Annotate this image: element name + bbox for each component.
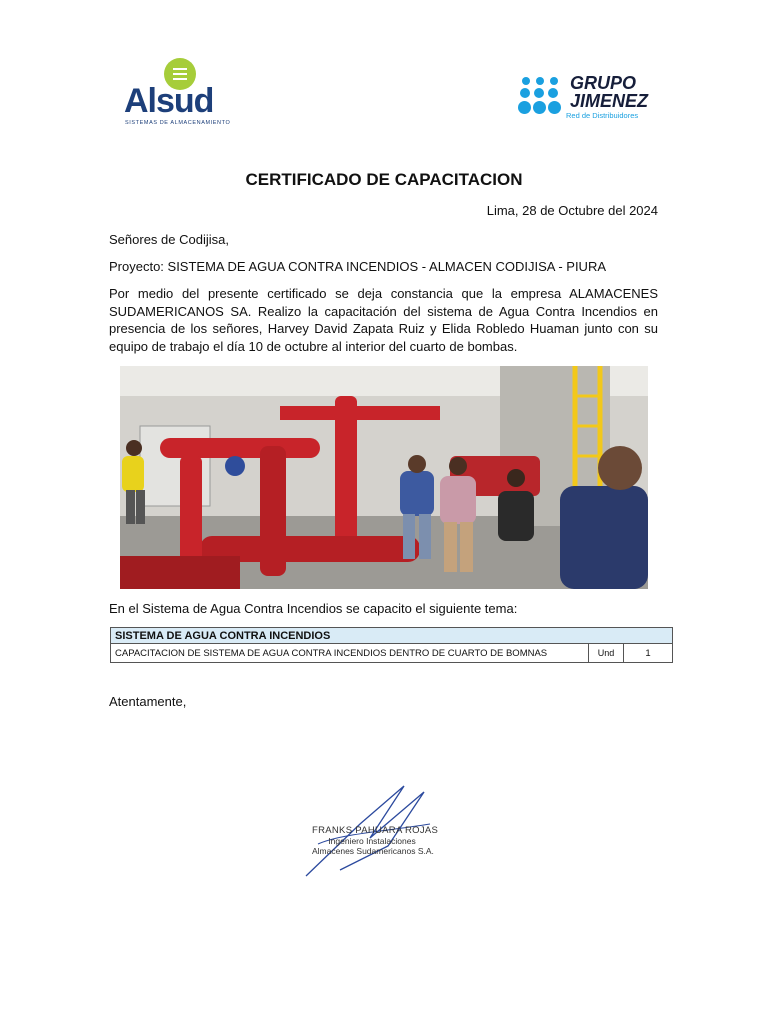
certificate-date: Lima, 28 de Octubre del 2024: [486, 203, 658, 218]
training-topics-table: [110, 627, 673, 663]
alsud-logo-name: Alsud: [124, 82, 214, 120]
topic-quantity: 1: [624, 644, 673, 663]
project-line: Proyecto: SISTEMA DE AGUA CONTRA INCENDIOS - ALMACEN CODIJISA - PIURA: [109, 259, 607, 274]
grupo-jimenez-logo: [516, 72, 656, 122]
pump-room-illustration: [120, 366, 648, 589]
certificate-body: Por medio del presente certificado se deja constancia que la empresa ALAMACENES SUDAMERICANOS SA. Realizo la capacitación del sistema de Agua Contra Incendios en presencia de los señores, Harvey David Zapata Ruiz y Elida Robledo Huaman junto con su equipo de trabajo el día 10 de octubre al interior del cuarto de bombas.: [109, 286, 658, 354]
closing: Atentamente,: [109, 694, 187, 709]
water-drops-icon: [518, 76, 564, 120]
table-header-row: [111, 628, 673, 644]
alsud-logo: [122, 56, 232, 128]
grupo-jimenez-name: GRUPO JIMENEZ: [570, 73, 649, 111]
signer-role: Ingeniero Instalaciones: [328, 836, 416, 846]
table-header: SISTEMA DE AGUA CONTRA INCENDIOS: [111, 628, 673, 644]
topic-description: CAPACITACION DE SISTEMA DE AGUA CONTRA INCENDIOS DENTRO DE CUARTO DE BOMNAS: [111, 644, 589, 663]
alsud-logo-subtitle: SISTEMAS DE ALMACENAMIENTO: [125, 120, 231, 126]
table-row: [111, 644, 673, 663]
grupo-jimenez-subtitle: Red de Distribuidores: [566, 111, 639, 120]
signer-company: Almacenes Sudamericanos S.A.: [312, 846, 434, 856]
signature-stamp: [300, 784, 440, 880]
certificate-title: CERTIFICADO DE CAPACITACION: [245, 170, 523, 189]
signer-name: FRANKS PAHUARA ROJAS: [312, 825, 439, 836]
greeting: Señores de Codijisa,: [109, 232, 229, 247]
pump-room-photo: [120, 366, 648, 589]
table-intro: En el Sistema de Agua Contra Incendios se capacito el siguiente tema:: [109, 601, 518, 616]
topic-unit: Und: [589, 644, 624, 663]
signature-text: [312, 825, 439, 856]
